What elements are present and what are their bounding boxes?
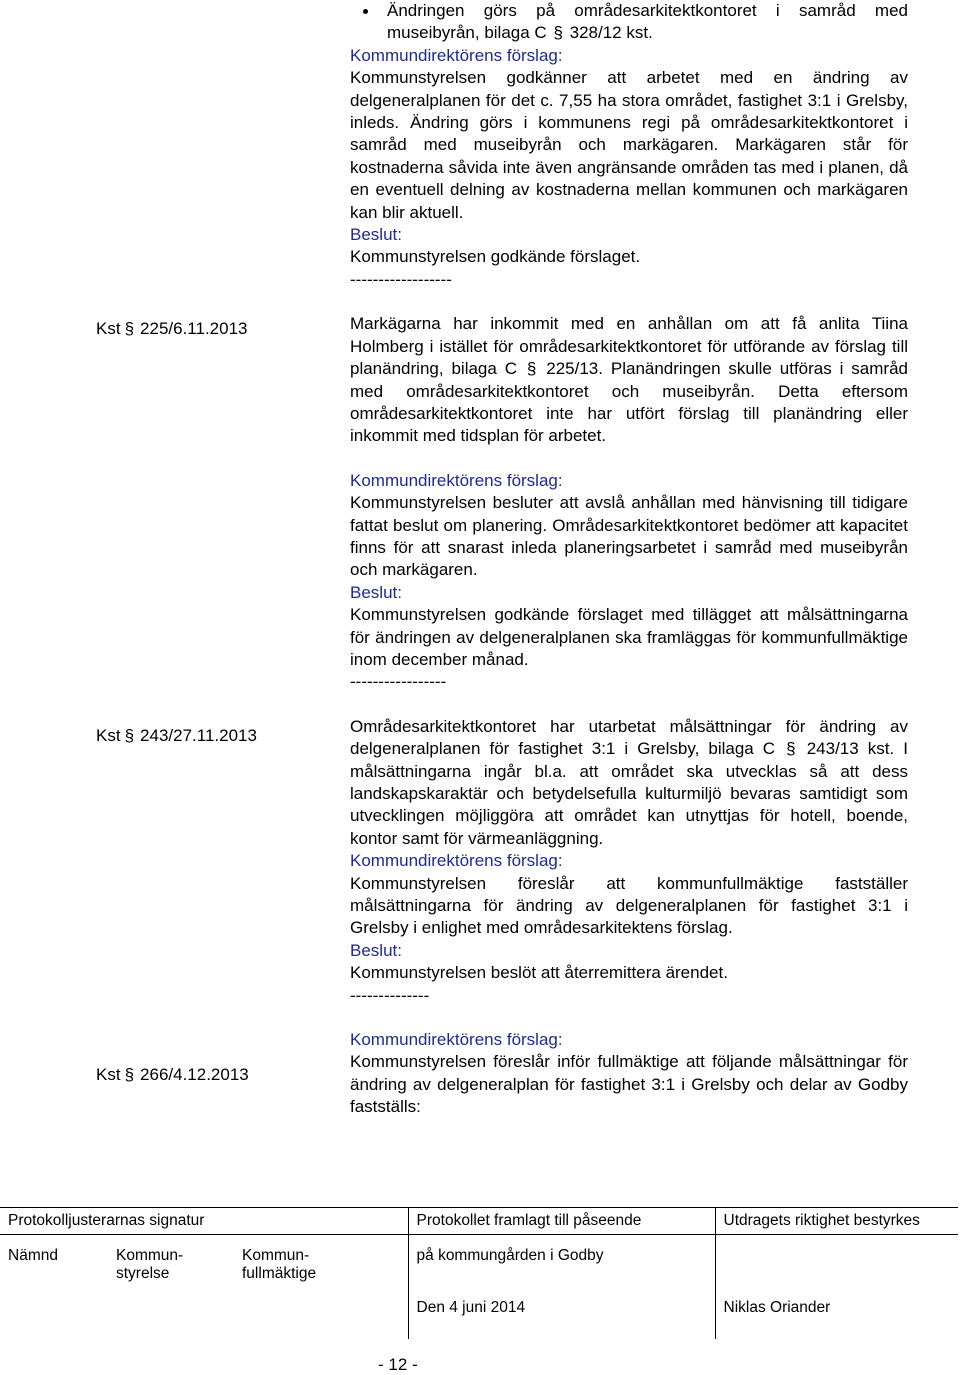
footer-namnd: Nämnd	[8, 1247, 58, 1264]
paragraph-text: 243/13 kst. I målsättningarna ingår bl.a. att området ska utvecklas så att dess landskapskaraktär och betydelsefulla kulturmiljö bevaras samtidigt som utvecklingen möjliggöra att området kan utnyttjas för hotell, boende, kontor samt för värmeanläggning.	[350, 739, 909, 848]
footer-kommunstyrelse	[108, 1235, 234, 1340]
paragraph-text: 225/13. Planändringen skulle utföras i samråd med områdesarkitektkontoret och museibyrån. Detta eftersom områdesarkitektkontoret inte har utfört förslag till planändring eller inkommit med tidsplan för arbetet.	[350, 359, 908, 446]
footer-kommunstyrelse-line2: styrelse	[116, 1265, 170, 1282]
section-heading: Kommundirektörens förslag:	[350, 45, 563, 65]
bullet-paragraph	[387, 0, 908, 45]
section-symbol: §	[124, 319, 135, 338]
bullet-icon	[363, 9, 368, 14]
paragraph: Kommunstyrelsen föreslår inför fullmäktige att följande målsättningar för ändring av delgeneralplan för fastighet 3:1 i Grelsby och delar av Godby fastställs:	[350, 1052, 908, 1117]
beslut-text: Kommunstyrelsen godkände förslaget.	[350, 247, 641, 267]
footer-kommunfullmaktige	[234, 1235, 408, 1340]
section-heading: Kommundirektörens förslag:	[350, 470, 563, 490]
reference-kst-243	[96, 725, 257, 747]
divider: --------------	[350, 985, 430, 1005]
footer-kommunfullmaktige-line2: fullmäktige	[242, 1265, 317, 1282]
footer-place-date	[408, 1235, 715, 1340]
beslut-text: Kommunstyrelsen beslöt att återremittera ärendet.	[350, 963, 728, 983]
bullet-text: Ändringen görs på områdesarkitektkontoret i samråd med museibyrån, bilaga C	[387, 1, 908, 43]
footer-place: på kommungården i Godby	[416, 1247, 604, 1264]
ref-value: 243/27.11.2013	[140, 726, 257, 745]
section-symbol: §	[786, 739, 796, 759]
section-symbol: §	[526, 359, 537, 379]
document-body	[350, 0, 908, 1119]
ref-value: 225/6.11.2013	[140, 319, 248, 338]
paragraph	[350, 716, 908, 850]
footer-col2-header: Protokollet framlagt till påseende	[408, 1208, 715, 1235]
paragraph-text: Områdesarkitektkontoret har utarbetat målsättningar för ändring av delgeneralplanen för fastighet 3:1 i Grelsby, bilaga C	[350, 716, 908, 759]
section-symbol: §	[124, 726, 135, 745]
footer-kommunfullmaktige-line1: Kommun-	[242, 1247, 310, 1264]
section-symbol: §	[553, 23, 563, 43]
signature-footer	[0, 1207, 958, 1339]
section-symbol: §	[124, 1065, 135, 1084]
beslut-heading: Beslut:	[350, 225, 402, 245]
ref-prefix: Kst	[96, 319, 121, 338]
paragraph: Kommunstyrelsen föreslår att kommunfullmäktige fastställer målsättningarna för ändring av delgeneralplanen för fastighet 3:1 i Grelsby i enlighet med områdesarkitektens förslag.	[350, 873, 908, 938]
ref-prefix: Kst	[96, 1065, 121, 1084]
footer-signer: Niklas Oriander	[723, 1299, 831, 1316]
beslut-text: Kommunstyrelsen godkände förslaget med tillägget att målsättningarna för ändringen av delgeneralplanen ska framläggas för kommunfullmäktige inom december månad.	[350, 605, 908, 669]
ref-prefix: Kst	[96, 726, 121, 745]
paragraph-text: Markägarna har inkommit med en anhållan om att få anlita Tiina Holmberg i istället för områdesarkitektkontoret för utförande av förslag till planändring, bilaga C	[350, 314, 908, 379]
footer-kommunstyrelse-line1: Kommun-	[116, 1247, 184, 1264]
section-heading: Kommundirektörens förslag:	[350, 1030, 563, 1050]
beslut-heading: Beslut:	[350, 940, 402, 960]
reference-kst-266	[96, 1064, 249, 1086]
reference-kst-225	[96, 318, 248, 340]
divider: -----------------	[350, 672, 447, 692]
divider: ------------------	[350, 269, 452, 289]
bullet-text-tail: 328/12 kst.	[569, 23, 653, 43]
paragraph: Kommunstyrelsen godkänner att arbetet med en ändring av delgeneralplanen för det c. 7,55 ha stora området, fastighet 3:1 i Grelsby, inleds. Ändring görs i kommunens regi på områdesarkitektkontoret i samråd med museibyrån och markägaren. Markägaren står för kostnaderna såvida inte även angränsande områden tas med i planen, då en eventuell delning av kostnaderna mellan kommunen och markägaren kan blir aktuell.	[350, 68, 908, 222]
ref-value: 266/4.12.2013	[140, 1065, 249, 1084]
beslut-heading: Beslut:	[350, 582, 402, 602]
footer-date: Den 4 juni 2014	[416, 1299, 526, 1316]
footer-col1-header: Protokolljusterarnas signatur	[0, 1208, 408, 1235]
paragraph: Kommunstyrelsen besluter att avslå anhållan med hänvisning till tidigare fattat beslut om planering. Områdesarkitektkontoret bedömer att kapacitet finns för att snarast inleda planeringsarbetet i samråd med museibyrån och markägaren.	[350, 493, 908, 580]
page-number: - 12 -	[378, 1355, 418, 1374]
paragraph	[350, 313, 908, 447]
section-heading: Kommundirektörens förslag:	[350, 851, 563, 871]
footer-signer-cell	[715, 1235, 958, 1340]
footer-col3-header: Utdragets riktighet bestyrkes	[715, 1208, 958, 1235]
